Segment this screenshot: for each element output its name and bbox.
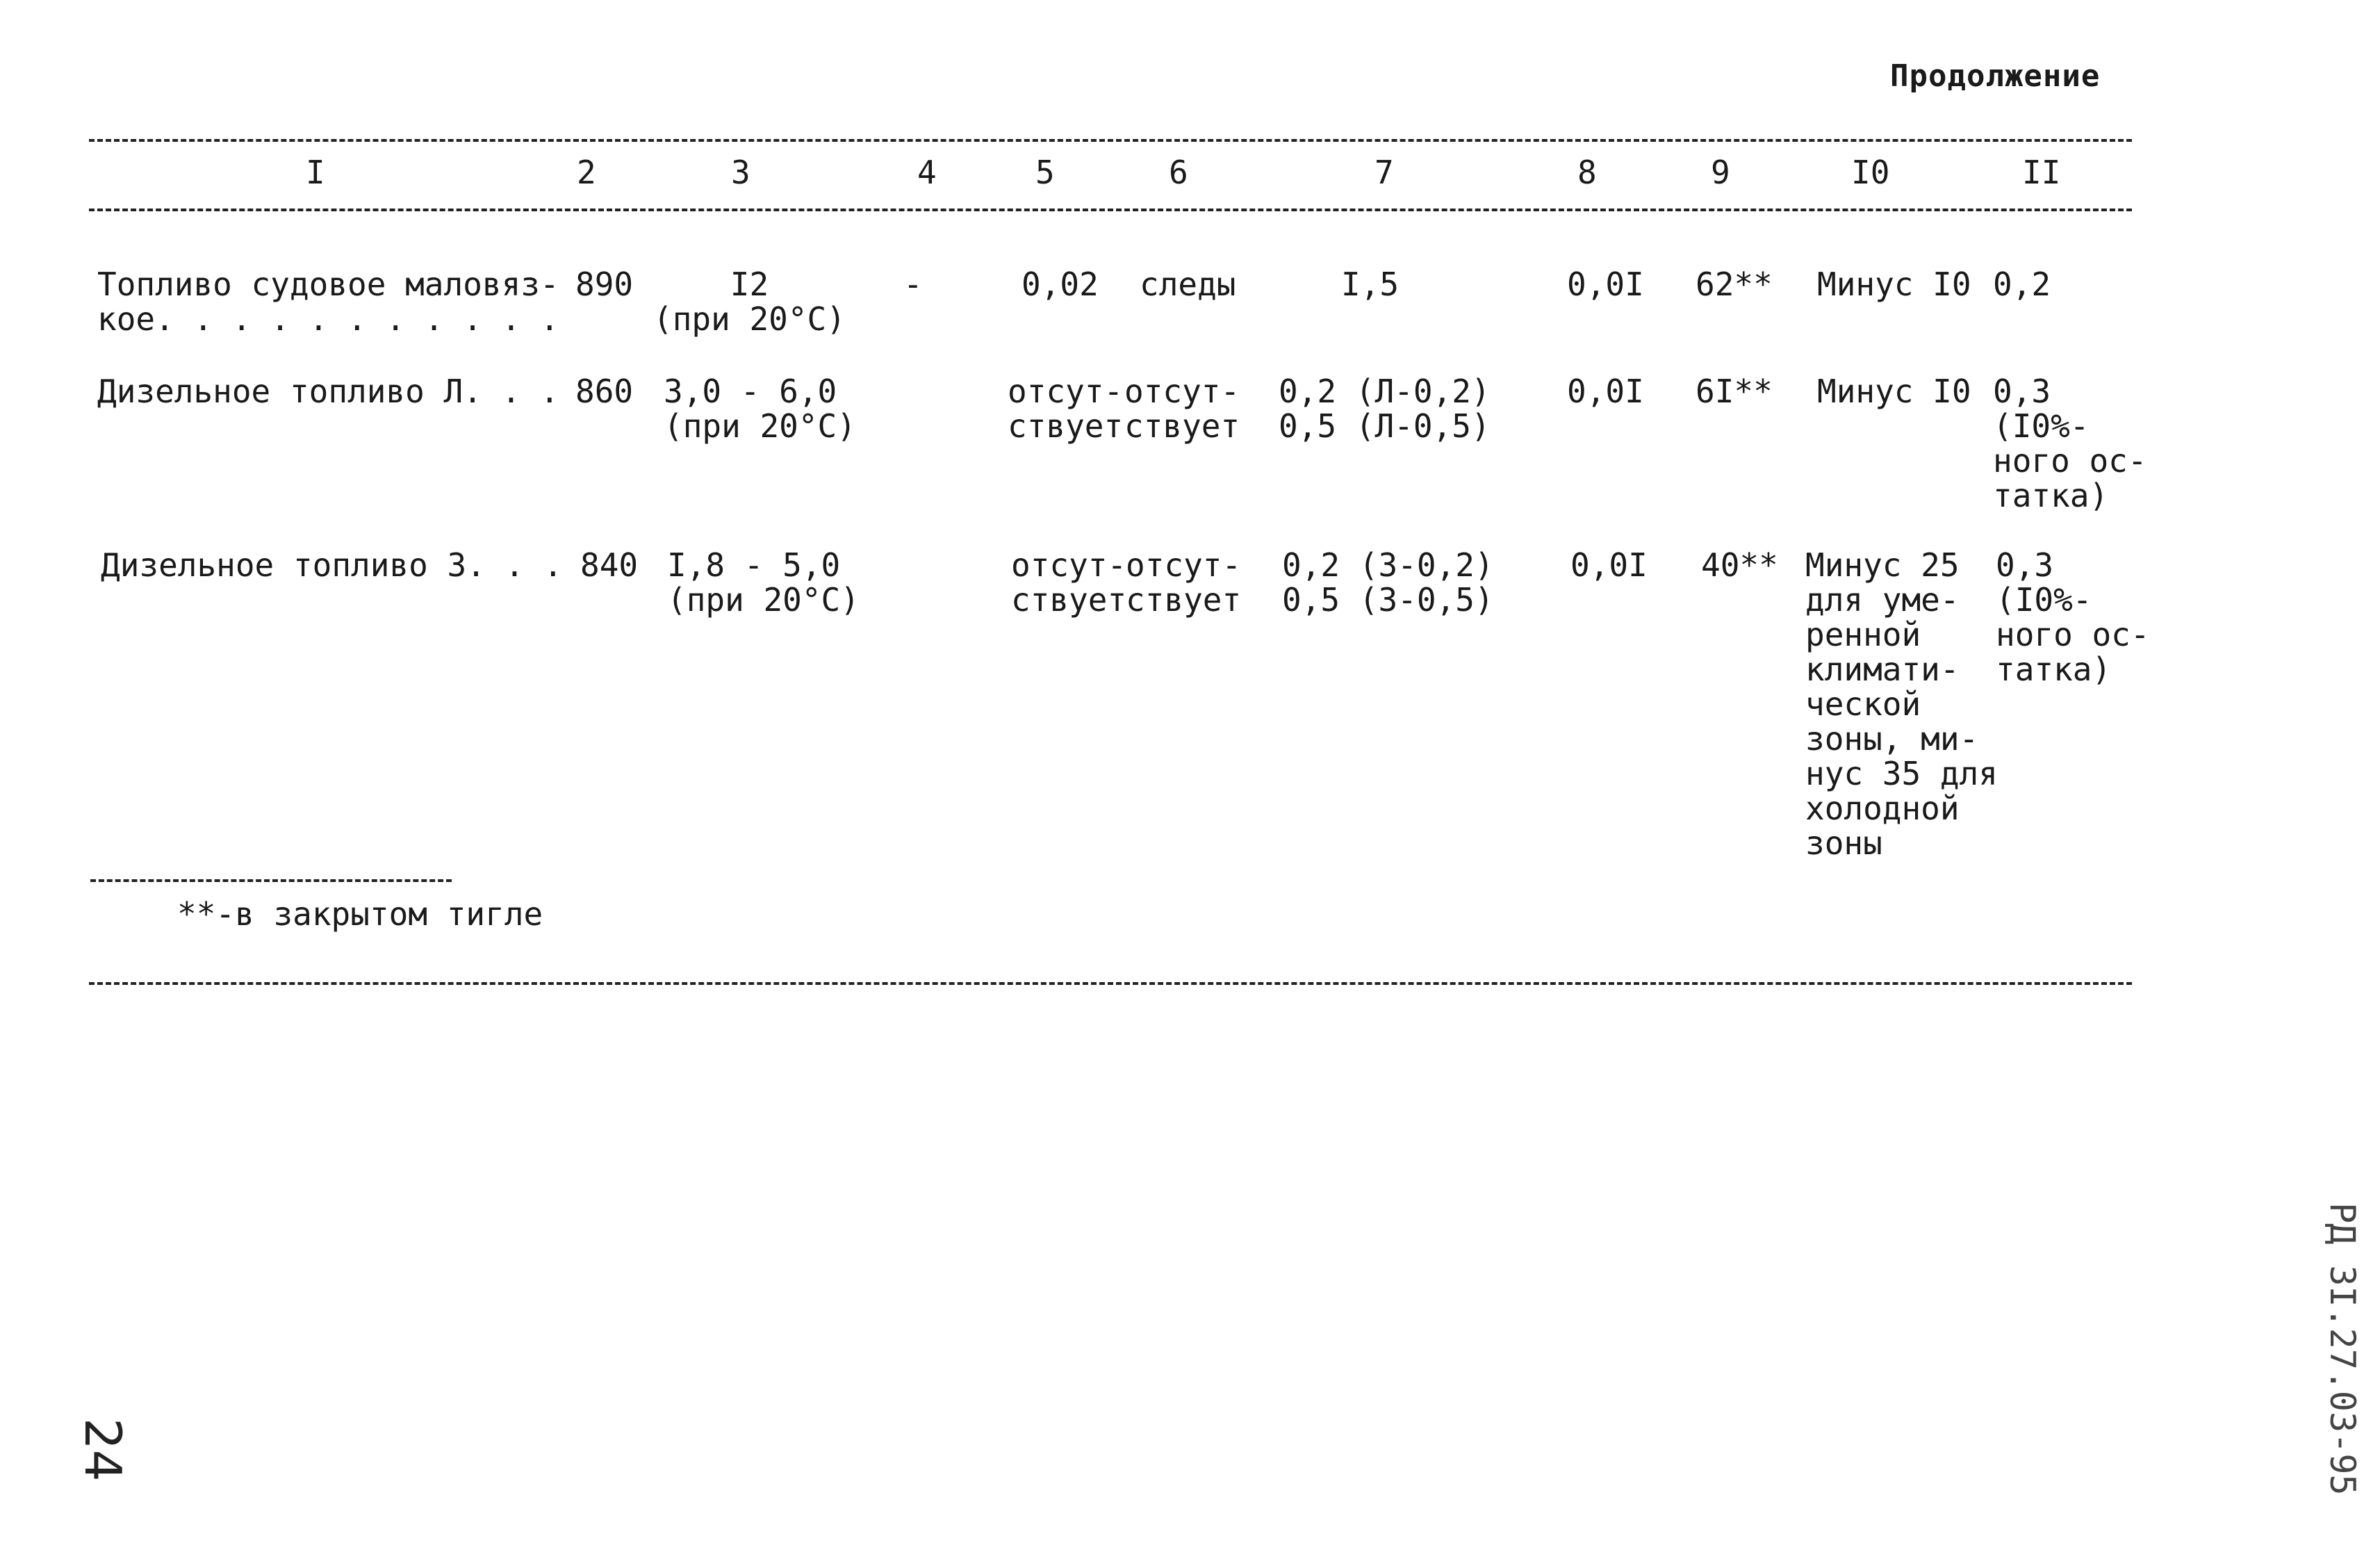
row-1-col-10: Минус I0 <box>1817 266 1971 303</box>
table-top-rule <box>89 139 2132 142</box>
row-1-col-11: 0,2 <box>1993 266 2051 303</box>
header-col-6: 6 <box>1169 154 1188 191</box>
header-col-7: 7 <box>1374 154 1394 191</box>
row-1-col-6: следы <box>1140 266 1236 303</box>
row-1-col-5: 0,02 <box>1021 266 1099 303</box>
table-bottom-rule <box>89 982 2132 985</box>
row-2-col-11: 0,3 (I0%- ного ос- татка) <box>1993 373 2147 514</box>
row-1-col-7: I,5 <box>1341 266 1400 303</box>
row-1-col-8: 0,0I <box>1567 266 1644 303</box>
row-2-col-7: 0,2 (Л-0,2) 0,5 (Л-0,5) <box>1279 373 1491 445</box>
header-col-9: 9 <box>1711 154 1730 191</box>
row-3-col-3: I,8 - 5,0 (при 20°С) <box>667 546 860 619</box>
header-col-8: 8 <box>1577 154 1597 191</box>
row-2-col-10: Минус I0 <box>1817 373 1971 410</box>
row-2-col-8: 0,0I <box>1567 373 1644 410</box>
row-3-col-5: отсут- ствует <box>1011 546 1127 619</box>
continuation-label: Продолжение <box>1890 58 2101 94</box>
row-2-col-5: отсут- ствует <box>1008 373 1124 445</box>
row-2-col-3: 3,0 - 6,0 (при 20°С) <box>664 373 856 445</box>
row-3-col-6: отсут- ствует <box>1126 546 1242 619</box>
header-bottom-rule <box>89 209 2132 211</box>
row-1-col-9: 62** <box>1696 266 1773 303</box>
row-3-name: Дизельное топливо З. . . <box>101 546 563 584</box>
row-3-col-9: 40** <box>1701 546 1778 584</box>
row-2-col-2: 860 <box>575 373 634 410</box>
row-2-name: Дизельное топливо Л. . . <box>97 373 559 410</box>
row-1-col-3: I2 (при 20°С) <box>653 266 846 338</box>
document-code: РД 3I.27.03-95 <box>2322 1202 2363 1496</box>
header-col-4: 4 <box>917 154 937 191</box>
footnote: **-в закрытом тигле <box>177 895 543 933</box>
page-number: 24 <box>74 1418 132 1482</box>
row-3-col-7: 0,2 (З-0,2) 0,5 (З-0,5) <box>1282 546 1494 619</box>
row-2-col-6: отсут- ствует <box>1124 373 1240 445</box>
header-col-2: 2 <box>577 154 596 191</box>
header-col-5: 5 <box>1035 154 1055 191</box>
row-1-col-2: 890 <box>575 266 634 303</box>
row-1-name: Топливо судовое маловяз- кое. . . . . . . . . . . <box>97 266 559 338</box>
row-3-col-8: 0,0I <box>1570 546 1648 584</box>
row-3-col-10: Минус 25 для уме- ренной климати- ческой зоны, ми- нус 35 для холодной зоны <box>1805 546 1998 862</box>
header-col-3: 3 <box>731 154 750 191</box>
row-3-col-2: 840 <box>580 546 639 584</box>
header-col-10: I0 <box>1851 154 1890 191</box>
row-2-col-9: 6I** <box>1696 373 1773 410</box>
header-col-1: I <box>306 154 325 191</box>
row-3-col-11: 0,3 (I0%- ного ос- татка) <box>1996 546 2150 688</box>
row-1-col-4: - <box>903 266 923 303</box>
footnote-rule <box>90 879 452 882</box>
header-col-11: II <box>2022 154 2061 191</box>
